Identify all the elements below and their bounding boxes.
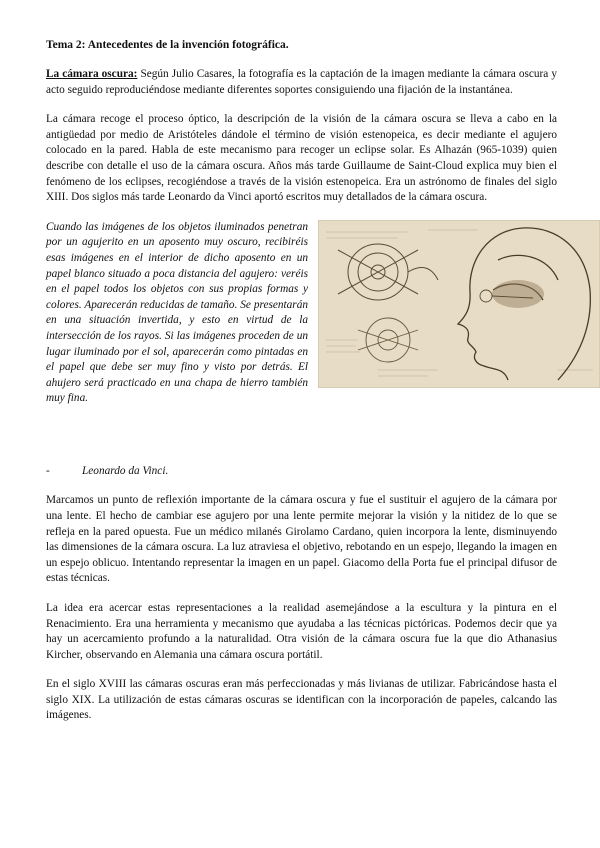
document-page — [46, 38, 557, 738]
quote-attribution — [46, 464, 557, 480]
quote-figure-row — [46, 220, 557, 452]
xviii-paragraph: En el siglo XVIII las cámaras oscuras eran más perfeccionadas y más livianas de utilizar. Fabricándose hasta el siglo XIX. La utilización de estas cámaras oscuras se identifican con la incorporación de papeles, calcando las imágenes. — [46, 678, 557, 722]
intro-lead: La cámara oscura: — [46, 68, 138, 80]
renaissance-paragraph: La idea era acercar estas representaciones a la realidad asemejándose a la escultura y la pintura en el Renacimiento. Era una herramienta y mecanismo que ayudaba a las técnicas pictóricas. Podemos decir que ya hay un acercamiento profundo a la naturalidad. Otra visión de la cámara oscura fue la que dio Athanasius Kircher, observando en Alemania una cámara oscura portátil. — [46, 601, 557, 661]
intro-text: Según Julio Casares, la fotografía es la captación de la imagen mediante la cámara oscura y acto seguido reproduciéndose mediante diferentes soportes consiguiendo una fijación de la instantánea. — [46, 68, 558, 96]
intro-paragraph — [46, 67, 557, 98]
attribution-dash: - — [46, 464, 50, 477]
leonardo-eye-sketch — [318, 220, 600, 388]
attribution-name: Leonardo da Vinci. — [82, 464, 169, 477]
leonardo-quote: Cuando las imágenes de los objetos iluminados penetran por un agujerito en un aposento muy oscuro, recibiréis esas imágenes en el interior de dicho aposento en un papel blanco situado a poca distancia del agujero: veréis en el papel todos los objetos con sus propias formas y colores. Aparecerán reducidas de tamaño. Se presentarán en una situación invertida, y esto en virtud de la intersección de los rayos. Si las imágenes proceden de un lugar iluminado por el sol, aparecerán como pintadas en el papel que debe ser muy fino y visto por detrás. El ahujero será practicado en una chapa de hierro también muy fina. — [46, 220, 308, 405]
history-paragraph: La cámara recoge el proceso óptico, la descripción de la visión de la cámara oscura se lleva a cabo en la antigüedad por medio de Aristóteles dándole el término de visión estenopeica, es decir mediante el agujero colocado en la pared. Habla de este mecanismo para recoger un eclipse solar. Es Alhazán (965-1039) quien describe con detalle el uso de la cámara oscura. Años más tarde Guillaume de Saint-Cloud explica muy bien el fenómeno de los eclipses, recogiéndose a través de la visión estenopeica. Era un astrónomo de finales del siglo XIII. Dos siglos más tarde Leonardo da Vinci aportó escritos muy detallados de la cámara oscura. — [46, 113, 557, 204]
lens-paragraph: Marcamos un punto de reflexión importante de la cámara oscura y fue el sustituir el agujero de la cámara por una lente. El hecho de cambiar ese agujero por una lente permite mejorar la visión y la nitidez de lo que se refleja en la pared opuesta. Fue un médico milanés Girolamo Cardano, quien incorpora la lente, disminuyendo las dimensiones de la cámara oscura. La luz atraviesa el objetivo, rebotando en un espejo, llegando la imagen en un espejo oblicuo. Intentando representar la imagen en un papel. Giacomo della Porta fue el principal difusor de estas técnicas. — [46, 494, 557, 585]
page-title: Tema 2: Antecedentes de la invención fotográfica. — [46, 39, 289, 51]
